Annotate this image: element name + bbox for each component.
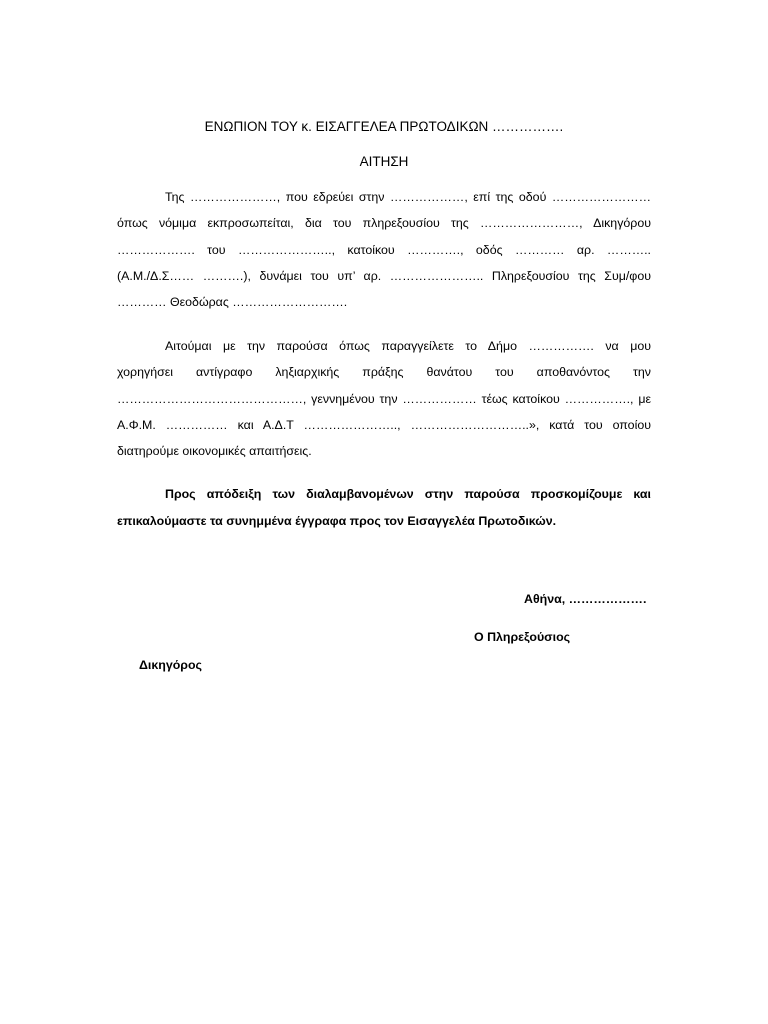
paragraph3-line: Προς απόδειξη των διαλαμβανομένων στην παρούσα προσκομίζουμε και — [165, 487, 651, 501]
place-date: Αθήνα, ………………. — [524, 592, 647, 606]
paragraph2-line: ………………………………………, γεννημένου την ……………… τέως κατοίκου ……………., με — [117, 392, 651, 406]
paragraph1-line: ………… Θεοδώρας ………………………. — [117, 295, 348, 309]
paragraph3-line: επικαλούμαστε τα συνημμένα έγγραφα προς τον Εισαγγελέα Πρωτοδικών. — [117, 514, 557, 528]
paragraph1-line: ………………. του ………………….., κατοίκου …………., οδός ………… αρ. ……….. — [117, 243, 651, 257]
paragraph1-line: όπως νόμιμα εκπροσωπείται, δια του πληρεξουσίου της ……………………, Δικηγόρου — [117, 216, 651, 230]
paragraph1-line: Της …………………, που εδρεύει στην ………………, επί της οδού …………………… — [165, 190, 651, 204]
profession: Δικηγόρος — [139, 658, 202, 672]
paragraph2-line: διατηρούμε οικονομικές απαιτήσεις. — [117, 444, 312, 458]
paragraph2-line: χορηγήσει αντίγραφο ληξιαρχικής πράξης θανάτου του αποθανόντος την — [117, 365, 651, 379]
signatory: Ο Πληρεξούσιος — [474, 630, 571, 644]
paragraph2-line: Αιτούμαι με την παρούσα όπως παραγγείλετε το Δήμο ……………. να μου — [165, 339, 651, 353]
document-title: ΕΝΩΠΙΟΝ ΤΟΥ κ. ΕΙΣΑΓΓΕΛΕΑ ΠΡΩΤΟΔΙΚΩΝ ……………. — [204, 119, 564, 134]
paragraph2-line: Α.Φ.Μ. …………… και Α.Δ.Τ ………………….., ………………………..», κατά του οποίου — [117, 418, 651, 432]
paragraph1-line: (Α.Μ./Δ.Σ…… ……….), δυνάμει του υπ’ αρ. ………………….. Πληρεξουσίου της Συμ/φου — [117, 269, 651, 283]
document-subtitle: ΑΙΤΗΣΗ — [359, 154, 409, 169]
